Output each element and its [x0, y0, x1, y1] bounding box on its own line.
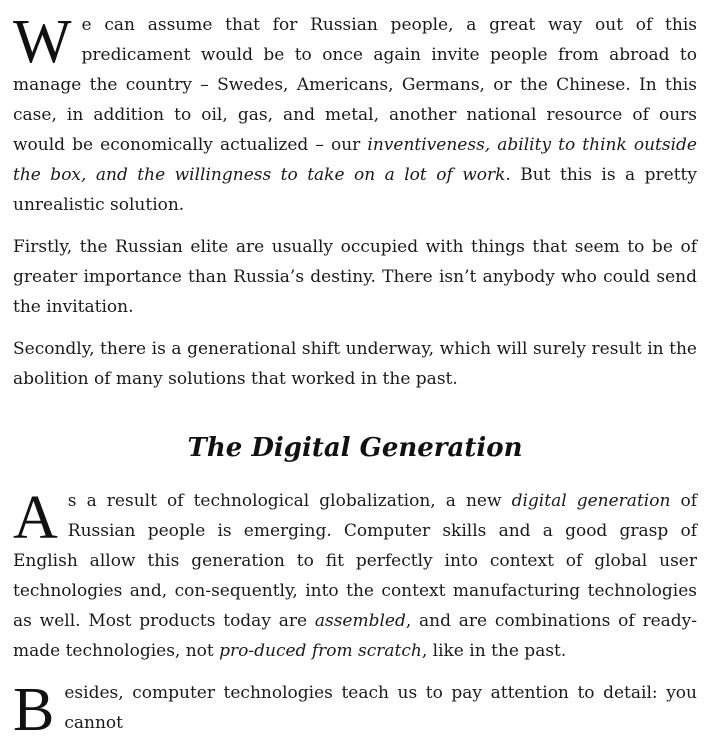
- italic-run: inventiveness, ability to think outside the box, and the willingness to take on a lot of work: [13, 135, 697, 185]
- text-run: esides, computer technologies teach us to pay attention to detail: you cannot: [64, 683, 697, 733]
- text-run: , and are combinations of ready-made technologies, not: [13, 611, 698, 661]
- text-run: of Russian people is emerging. Computer skills and a good grasp of English allow this generation to fit perfectly into context of global user technologies and, con-sequently, into the context manufacturing technologies as well. Most products today are: [13, 491, 697, 631]
- paragraph-besides: [13, 676, 697, 744]
- paragraph-intro: [13, 10, 697, 220]
- paragraph-firstly: Firstly, the Russian elite are usually occupied with things that seem to be of greater importance than Russia’s destiny. There isn’t anybody who could send the invitation.: [13, 237, 697, 317]
- paragraph-digital-generation: [13, 486, 697, 666]
- text-run: s a result of technological globalization, a new: [67, 491, 512, 511]
- paragraph-secondly: Secondly, there is a generational shift underway, which will surely result in the abolition of many solutions that worked in the past.: [13, 339, 697, 389]
- drop-cap: W: [13, 8, 72, 76]
- drop-cap: B: [13, 676, 55, 744]
- text-run: . But this is a pretty unrealistic solution.: [13, 165, 697, 215]
- drop-cap: A: [13, 484, 58, 552]
- section-heading: The Digital Generation: [187, 433, 523, 463]
- italic-run: digital generation: [511, 491, 671, 511]
- italic-run: assembled: [314, 611, 406, 631]
- italic-run: pro-duced from scratch: [219, 641, 422, 661]
- document-page: [13, 8, 698, 744]
- text-run: e can assume that for Russian people, a great way out of this predicament would be to once again invite people from abroad to manage the country – Swedes, Americans, Germans, or the Chinese. In this case, in addition to oil, gas, and metal, another national resource of ours would be economically actualized – our: [13, 15, 697, 155]
- text-run: , like in the past.: [421, 641, 567, 661]
